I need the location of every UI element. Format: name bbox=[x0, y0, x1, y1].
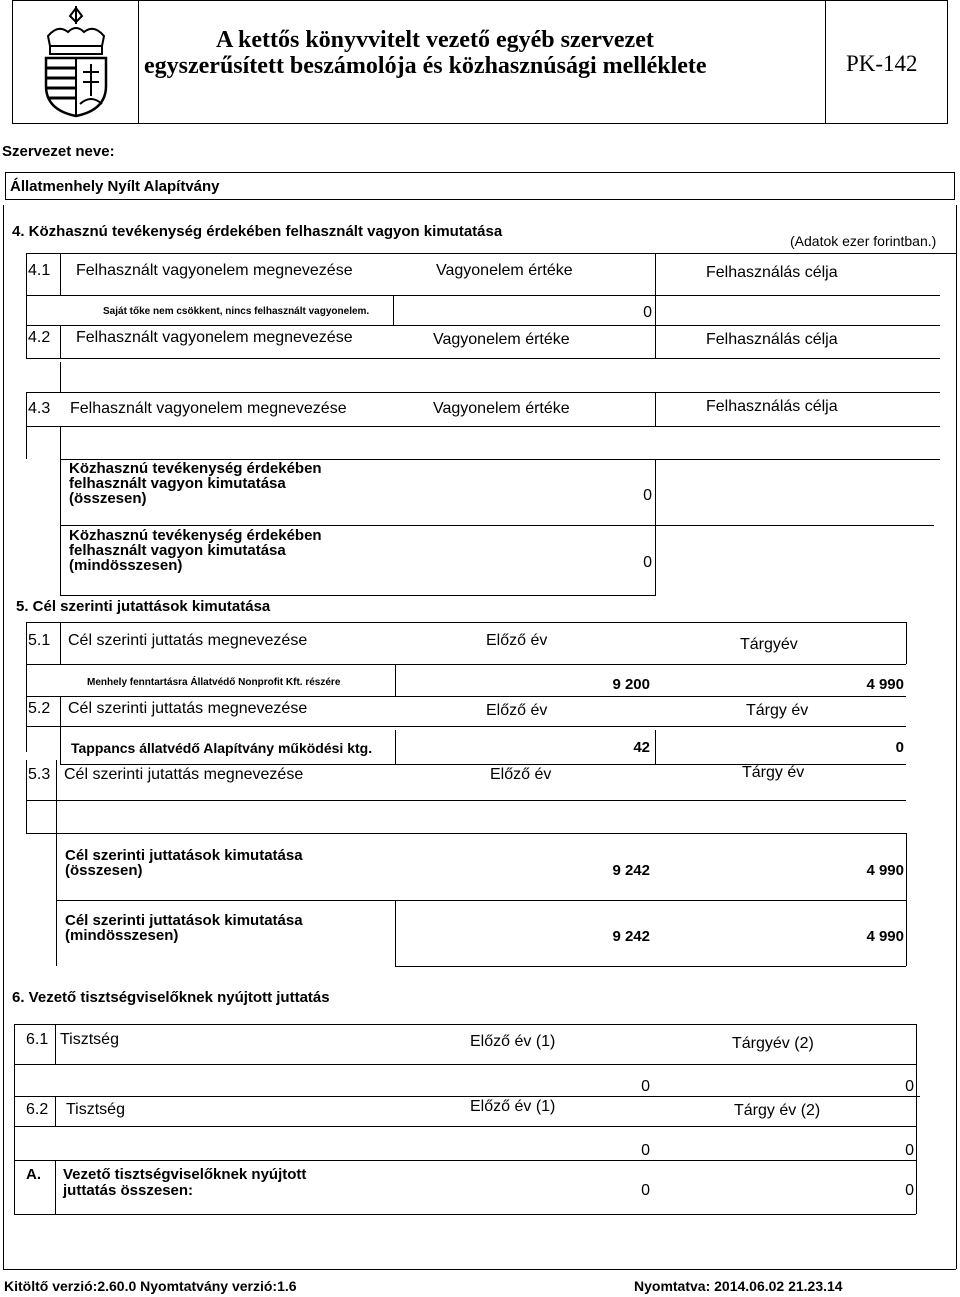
s6-sum-prev: 0 bbox=[641, 1182, 650, 1199]
t41-col-value: Vagyonelem értéke bbox=[436, 262, 573, 279]
t61-row-curr: 0 bbox=[905, 1078, 914, 1095]
t53-col-curr: Tárgy év bbox=[742, 764, 805, 781]
t62-col-name: Tisztség bbox=[66, 1101, 125, 1118]
t52-col-prev: Előző év bbox=[486, 702, 548, 719]
t52-row-curr: 0 bbox=[895, 739, 904, 756]
t62-num: 6.2 bbox=[26, 1101, 49, 1118]
t51-col-prev: Előző év bbox=[486, 632, 548, 649]
form-title-line1: A kettős könyvvitelt vezető egyéb szervezet bbox=[216, 27, 654, 53]
section6-title: 6. Vezető tisztségviselőknek nyújtott juttatás bbox=[12, 989, 330, 1006]
t61-col-curr: Tárgyév (2) bbox=[732, 1035, 814, 1052]
t53-col-prev: Előző év bbox=[490, 766, 552, 783]
s4-total2-value: 0 bbox=[643, 554, 652, 571]
s5-total2-prev: 9 242 bbox=[612, 928, 650, 945]
t41-row-name: Saját tőke nem csökkent, nincs felhasznált vagyonelem. bbox=[103, 306, 370, 317]
t41-num: 4.1 bbox=[28, 262, 51, 279]
t61-col-prev: Előző év (1) bbox=[470, 1033, 556, 1050]
t51-row-curr: 4 990 bbox=[866, 676, 904, 693]
t43-col-value: Vagyonelem értéke bbox=[433, 400, 570, 417]
t62-row-curr: 0 bbox=[905, 1142, 914, 1159]
s5-total2-curr: 4 990 bbox=[866, 928, 904, 945]
t62-row-prev: 0 bbox=[641, 1142, 650, 1159]
t51-col-curr: Tárgyév bbox=[740, 636, 798, 653]
t41-col-name: Felhasznált vagyonelem megnevezése bbox=[76, 262, 353, 279]
s6-sum-curr: 0 bbox=[905, 1182, 914, 1199]
t52-num: 5.2 bbox=[28, 700, 51, 717]
t62-col-prev: Előző év (1) bbox=[470, 1098, 556, 1115]
org-name-value: Állatmenhely Nyílt Alapítvány bbox=[10, 178, 220, 195]
t51-col-name: Cél szerinti juttatás megnevezése bbox=[68, 632, 308, 649]
org-name-label: Szervezet neve: bbox=[2, 143, 115, 160]
t52-row-prev: 42 bbox=[633, 739, 650, 756]
s4-total2-l2: felhasznált vagyon kimutatása bbox=[69, 542, 286, 559]
t52-col-name: Cél szerinti juttatás megnevezése bbox=[68, 700, 308, 717]
s4-total2-l3: (mindösszesen) bbox=[69, 557, 183, 574]
footer-printed: Nyomtatva: 2014.06.02 21.23.14 bbox=[634, 1278, 843, 1294]
s5-total1-prev: 9 242 bbox=[612, 862, 650, 879]
t43-col-purpose: Felhasználás célja bbox=[706, 398, 838, 415]
t42-col-purpose: Felhasználás célja bbox=[706, 331, 838, 348]
t51-num: 5.1 bbox=[28, 632, 51, 649]
section5-title: 5. Cél szerinti jutattások kimutatása bbox=[16, 598, 271, 615]
s5-total1-curr: 4 990 bbox=[866, 862, 904, 879]
s6-sum-l1: Vezető tisztségviselőknek nyújtott bbox=[63, 1166, 307, 1183]
s5-total2-l1: Cél szerinti juttatások kimutatása bbox=[65, 912, 303, 929]
footer-version: Kitöltő verzió:2.60.0 Nyomtatvány verzió:1.6 bbox=[4, 1278, 297, 1294]
t41-col-purpose: Felhasználás célja bbox=[706, 264, 838, 281]
t42-num: 4.2 bbox=[28, 329, 51, 346]
t61-row-prev: 0 bbox=[641, 1078, 650, 1095]
t43-num: 4.3 bbox=[28, 400, 51, 417]
s4-total1-l2: felhasznált vagyon kimutatása bbox=[69, 475, 286, 492]
t41-row-value: 0 bbox=[643, 304, 652, 321]
coat-of-arms-icon bbox=[38, 6, 114, 118]
t51-row-prev: 9 200 bbox=[612, 676, 650, 693]
t61-col-name: Tisztség bbox=[60, 1031, 119, 1048]
s5-total2-l2: (mindösszesen) bbox=[65, 927, 179, 944]
section4-title: 4. Közhasznú tevékenység érdekében felhasznált vagyon kimutatása bbox=[12, 223, 503, 240]
t51-row-name: Menhely fenntartásra Állatvédő Nonprofit Kft. részére bbox=[87, 677, 341, 688]
s5-total1-l1: Cél szerinti juttatások kimutatása bbox=[65, 847, 303, 864]
t53-col-name: Cél szerinti jutattás megnevezése bbox=[64, 766, 304, 783]
form-code: PK-142 bbox=[846, 51, 918, 76]
form-title-line2: egyszerűsített beszámolója és közhasznúsági melléklete bbox=[144, 53, 707, 79]
t52-col-curr: Tárgy év bbox=[746, 702, 809, 719]
t43-col-name: Felhasznált vagyonelem megnevezése bbox=[70, 400, 347, 417]
t62-col-curr: Tárgy év (2) bbox=[734, 1102, 821, 1119]
t52-row-name: Tappancs állatvédő Alapítvány működési ktg. bbox=[71, 740, 373, 756]
t42-col-value: Vagyonelem értéke bbox=[433, 331, 570, 348]
unit-note: (Adatok ezer forintban.) bbox=[790, 233, 937, 249]
s4-total1-l1: Közhasznú tevékenység érdekében bbox=[69, 460, 322, 477]
s6-sum-l2: juttatás összesen: bbox=[63, 1182, 194, 1199]
s4-total2-l1: Közhasznú tevékenység érdekében bbox=[69, 527, 322, 544]
s4-total1-l3: (összesen) bbox=[69, 490, 147, 507]
s5-total1-l2: (összesen) bbox=[65, 862, 143, 879]
s6-sum-num: A. bbox=[26, 1166, 41, 1183]
t42-col-name: Felhasznált vagyonelem megnevezése bbox=[76, 329, 353, 346]
s4-total1-value: 0 bbox=[643, 487, 652, 504]
t61-num: 6.1 bbox=[26, 1031, 49, 1048]
t53-num: 5.3 bbox=[28, 766, 51, 783]
